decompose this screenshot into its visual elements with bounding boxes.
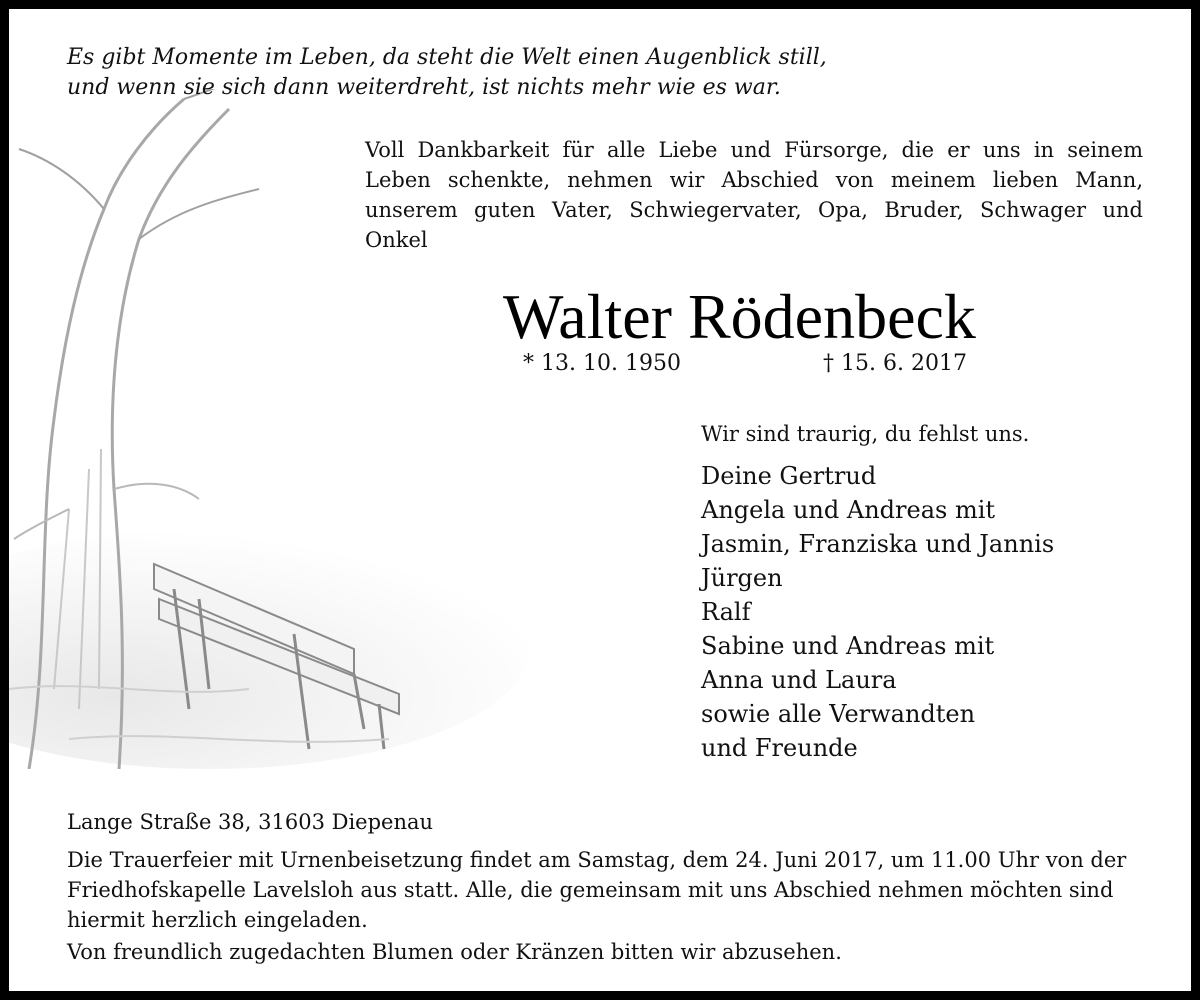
birth-date: * 13. 10. 1950 [523, 351, 681, 376]
list-item: Deine Gertrud [701, 462, 877, 490]
service-info: Die Trauerfeier mit Urnenbeisetzung findet am Samstag, dem 24. Juni 2017, um 11.00 Uhr von der Friedhofskapelle Lavelsloh aus statt. Alle, die gemeinsam mit uns Abschied nehmen möchten sind hiermit herzlich eingeladen. [67, 848, 1127, 932]
mourning-quote: Wir sind traurig, du fehlst uns. [701, 422, 1030, 446]
list-item: Angela und Andreas mit [701, 496, 996, 524]
intro-text: Voll Dankbarkeit für alle Liebe und Fürsorge, die er uns in seinem Leben schenkte, nehmen wir Abschied von meinem lieben Mann, unserem guten Vater, Schwiegervater, Opa, Bruder, Schwager und Onkel [365, 138, 1143, 252]
deceased-name: Walter Rödenbeck [503, 281, 976, 352]
list-item: sowie alle Verwandten [701, 700, 976, 728]
motto-line-1: Es gibt Momente im Leben, da steht die Welt einen Augenblick still, [67, 45, 827, 70]
death-date: † 15. 6. 2017 [823, 351, 967, 376]
address: Lange Straße 38, 31603 Diepenau [67, 810, 434, 834]
mourners-list [701, 459, 1054, 765]
flowers-note: Von freundlich zugedachten Blumen oder Kränzen bitten wir abzusehen. [67, 940, 842, 964]
list-item: Ralf [701, 598, 751, 626]
list-item: Sabine und Andreas mit [701, 632, 995, 660]
motto-line-2: und wenn sie sich dann weiterdreht, ist nichts mehr wie es war. [67, 75, 781, 100]
list-item: Jasmin, Franziska und Jannis [701, 530, 1055, 558]
list-item: Anna und Laura [701, 666, 897, 694]
list-item: und Freunde [701, 734, 858, 762]
list-item: Jürgen [701, 564, 783, 592]
motto [67, 43, 967, 103]
